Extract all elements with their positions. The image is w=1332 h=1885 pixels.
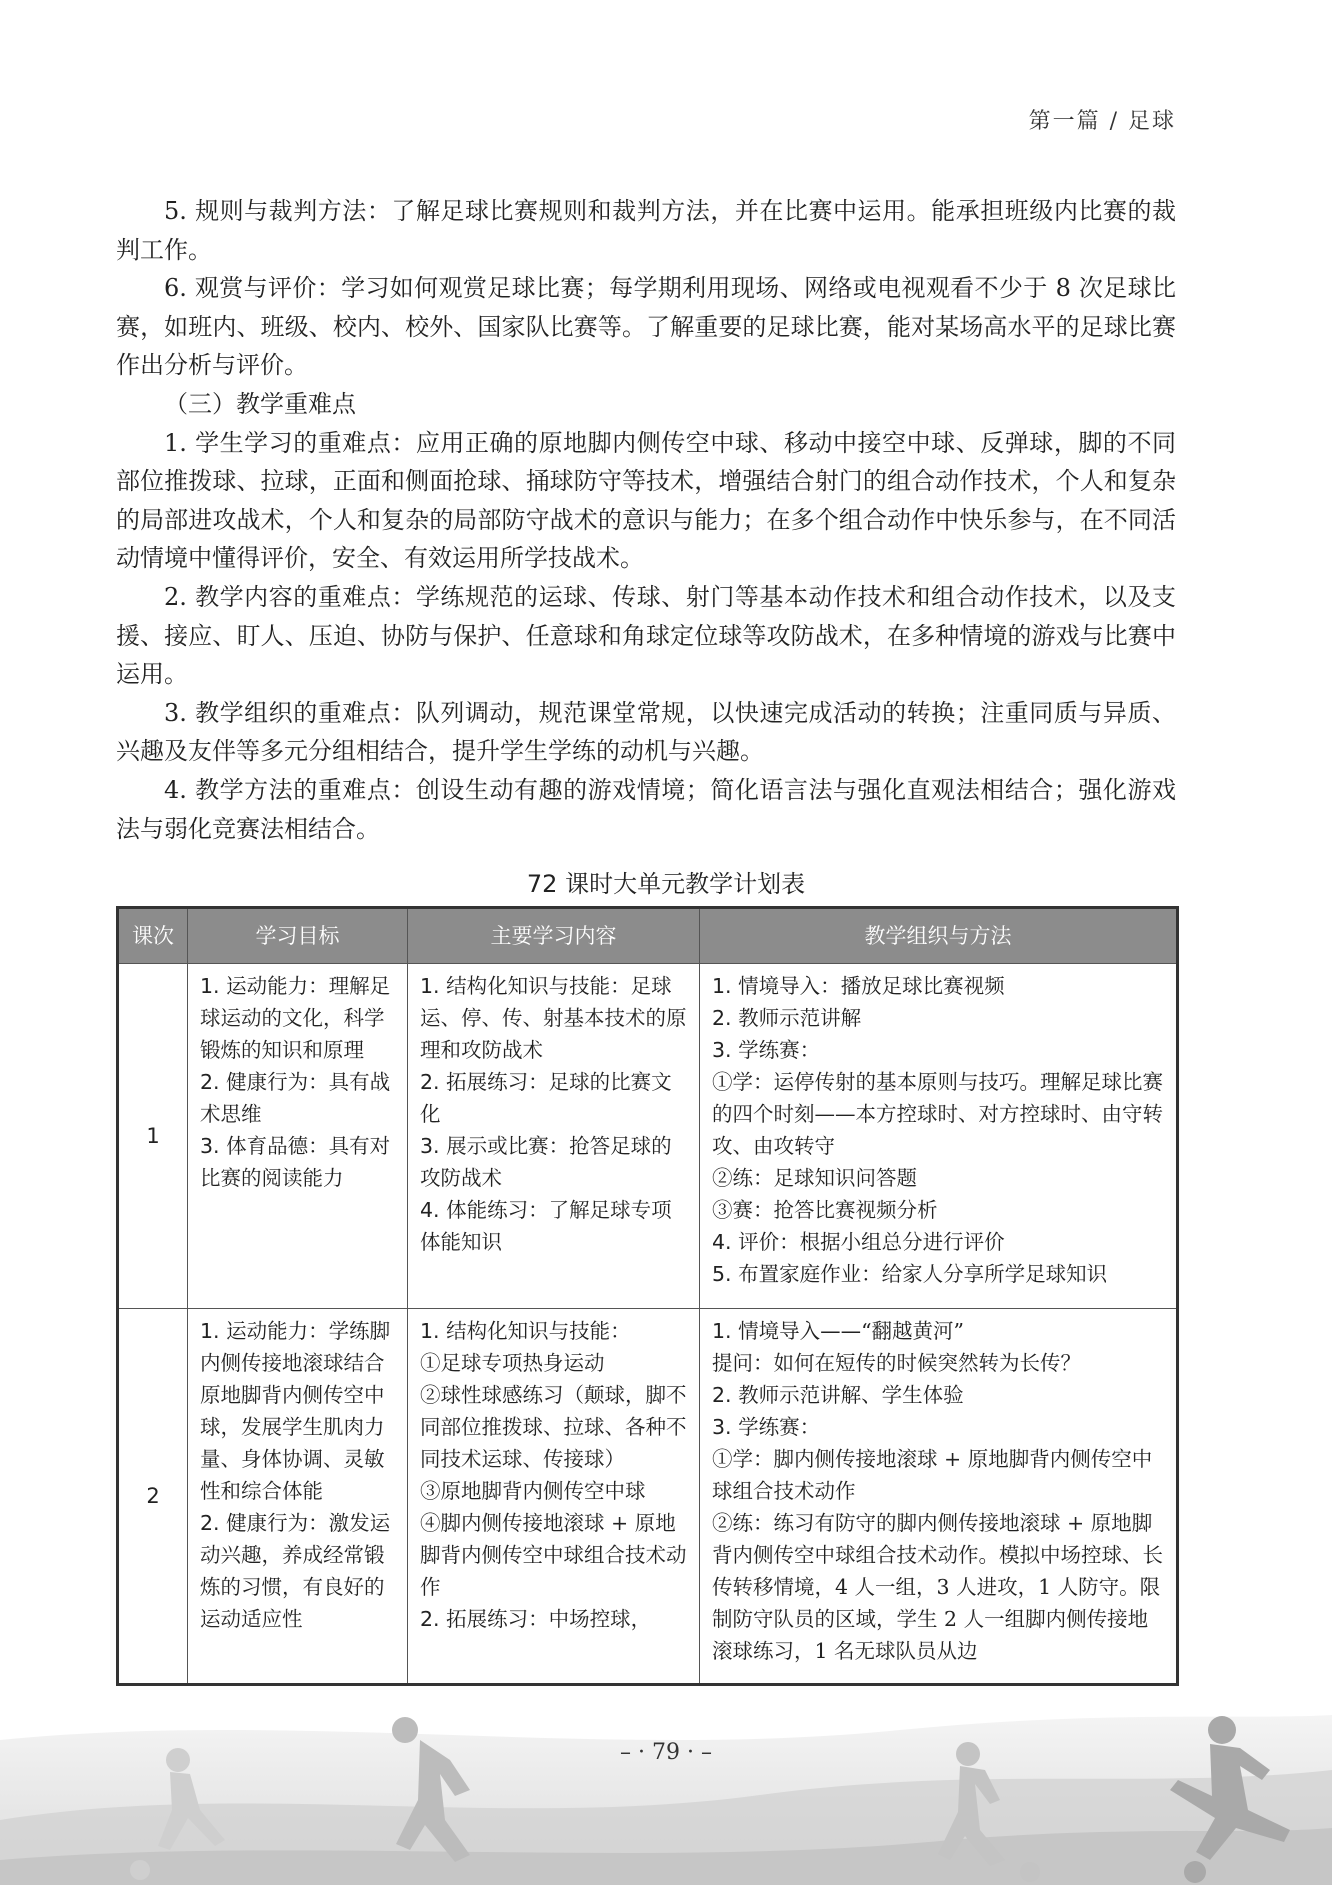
teaching-plan-table [116,906,1179,1686]
method-line: ②练：练习有防守的脚内侧传接地滚球 + 原地脚背内侧传空中球组合技术动作。模拟中场控球、长传转移情境，4 人一组，3 人进攻，1 人防守。限制防守队员的区域，学生 2 人一组脚内侧传接地滚球练习，1 名无球队员从边 [712,1511,1163,1663]
goals-cell [188,1309,408,1685]
paragraph-student-difficulties: 1. 学生学习的重难点：应用正确的原地脚内侧传空中球、移动中接空中球、反弹球，脚的不同部位推拨球、拉球，正面和侧面抢球、捅球防守等技术，增强结合射门的组合动作技术，个人和复杂的局部进攻战术，个人和复杂的局部防守战术的意识与能力；在多个组合动作中快乐参与，在不同活动情境中懂得评价，安全、有效运用所学技战术。 [116,428,1176,573]
goals-cell [188,964,408,1309]
running-header: 第一篇 / 足球 [1028,109,1176,134]
table-row [118,1309,1178,1685]
goal-line: 2. 健康行为：激发运动兴趣，养成经常锻炼的习惯，有良好的运动适应性 [200,1511,391,1631]
footer-decoration [0,1700,1332,1885]
methods-cell [700,964,1178,1309]
method-line: 2. 教师示范讲解 [712,1006,862,1030]
method-line: 1. 情境导入：播放足球比赛视频 [712,974,1005,998]
header-methods: 教学组织与方法 [700,908,1178,964]
paragraph-method-difficulties: 4. 教学方法的重难点：创设生动有趣的游戏情境；简化语言法与强化直观法相结合；强化游戏法与弱化竞赛法相结合。 [116,775,1176,843]
method-line: ①学：运停传射的基本原则与技巧。理解足球比赛的四个时刻——本方控球时、对方控球时、由守转攻、由攻转守 [712,1070,1163,1158]
section-heading: （三）教学重难点 [164,389,356,418]
method-line: 3. 学练赛： [712,1038,821,1062]
method-line: ②练：足球知识问答题 [712,1166,917,1190]
method-line: 4. 评价：根据小组总分进行评价 [712,1230,1005,1254]
content-line: 1. 结构化知识与技能：足球运、停、传、射基本技术的原理和攻防战术 [420,974,687,1062]
method-line: 提问：如何在短传的时候突然转为长传？ [712,1351,1081,1375]
table-header-row [118,908,1178,964]
header-content: 主要学习内容 [408,908,700,964]
goal-line: 2. 健康行为：具有战术思维 [200,1070,391,1126]
method-line: 2. 教师示范讲解、学生体验 [712,1383,964,1407]
content-line: 3. 展示或比赛：抢答足球的攻防战术 [420,1134,672,1190]
lesson-number: 2 [118,1309,188,1685]
method-line: 5. 布置家庭作业：给家人分享所学足球知识 [712,1262,1108,1286]
method-line: 3. 学练赛： [712,1415,821,1439]
lesson-number: 1 [118,964,188,1309]
goal-line: 1. 运动能力：学练脚内侧传接地滚球结合原地脚背内侧传空中球，发展学生肌肉力量、身体协调、灵敏性和综合体能 [200,1319,391,1503]
paragraph-viewing: 6. 观赏与评价：学习如何观赏足球比赛；每学期利用现场、网络或电视观看不少于 8 次足球比赛，如班内、班级、校内、校外、国家队比赛等。了解重要的足球比赛，能对某场高水平的足球比赛作出分析与评价。 [116,274,1176,380]
content-line: ③原地脚背内侧传空中球 [420,1479,646,1503]
header-goals: 学习目标 [188,908,408,964]
method-line: ①学：脚内侧传接地滚球 + 原地脚背内侧传空中球组合技术动作 [712,1447,1153,1503]
goal-line: 1. 运动能力：理解足球运动的文化，科学锻炼的知识和原理 [200,974,391,1062]
header-lesson: 课次 [118,908,188,964]
content-line: ④脚内侧传接地滚球 + 原地脚背内侧传空中球组合技术动作 [420,1511,687,1599]
table-title: 72 课时大单元教学计划表 [526,870,806,898]
content-line: 2. 拓展练习：足球的比赛文化 [420,1070,672,1126]
body-text [116,192,1176,848]
method-line: ③赛：抢答比赛视频分析 [712,1198,938,1222]
content-line: ②球性球感练习（颠球，脚不同部位推拨球、拉球、各种不同技术运球、传接球） [420,1383,687,1471]
paragraph-organization-difficulties: 3. 教学组织的重难点：队列调动，规范课堂常规，以快速完成活动的转换；注重同质与异质、兴趣及友伴等多元分组相结合，提升学生学练的动机与兴趣。 [116,698,1176,766]
method-line: 1. 情境导入——“翻越黄河” [712,1319,965,1343]
methods-cell [700,1309,1178,1685]
paragraph-content-difficulties: 2. 教学内容的重难点：学练规范的运球、传球、射门等基本动作技术和组合动作技术，以及支援、接应、盯人、压迫、协防与保护、任意球和角球定位球等攻防战术，在多种情境的游戏与比赛中运用。 [116,582,1176,689]
content-line: 2. 拓展练习：中场控球， [420,1607,652,1631]
content-line: ①足球专项热身运动 [420,1351,605,1375]
content-cell [408,1309,700,1685]
table-row [118,964,1178,1309]
goal-line: 3. 体育品德：具有对比赛的阅读能力 [200,1134,391,1190]
content-cell [408,964,700,1309]
content-line: 1. 结构化知识与技能： [420,1319,631,1343]
paragraph-rules: 5. 规则与裁判方法：了解足球比赛规则和裁判方法，并在比赛中运用。能承担班级内比赛的裁判工作。 [116,197,1176,264]
page-number: – · 79 · – [620,1740,712,1765]
footer-background-graphic [0,1700,1332,1885]
content-line: 4. 体能练习：了解足球专项体能知识 [420,1198,672,1254]
